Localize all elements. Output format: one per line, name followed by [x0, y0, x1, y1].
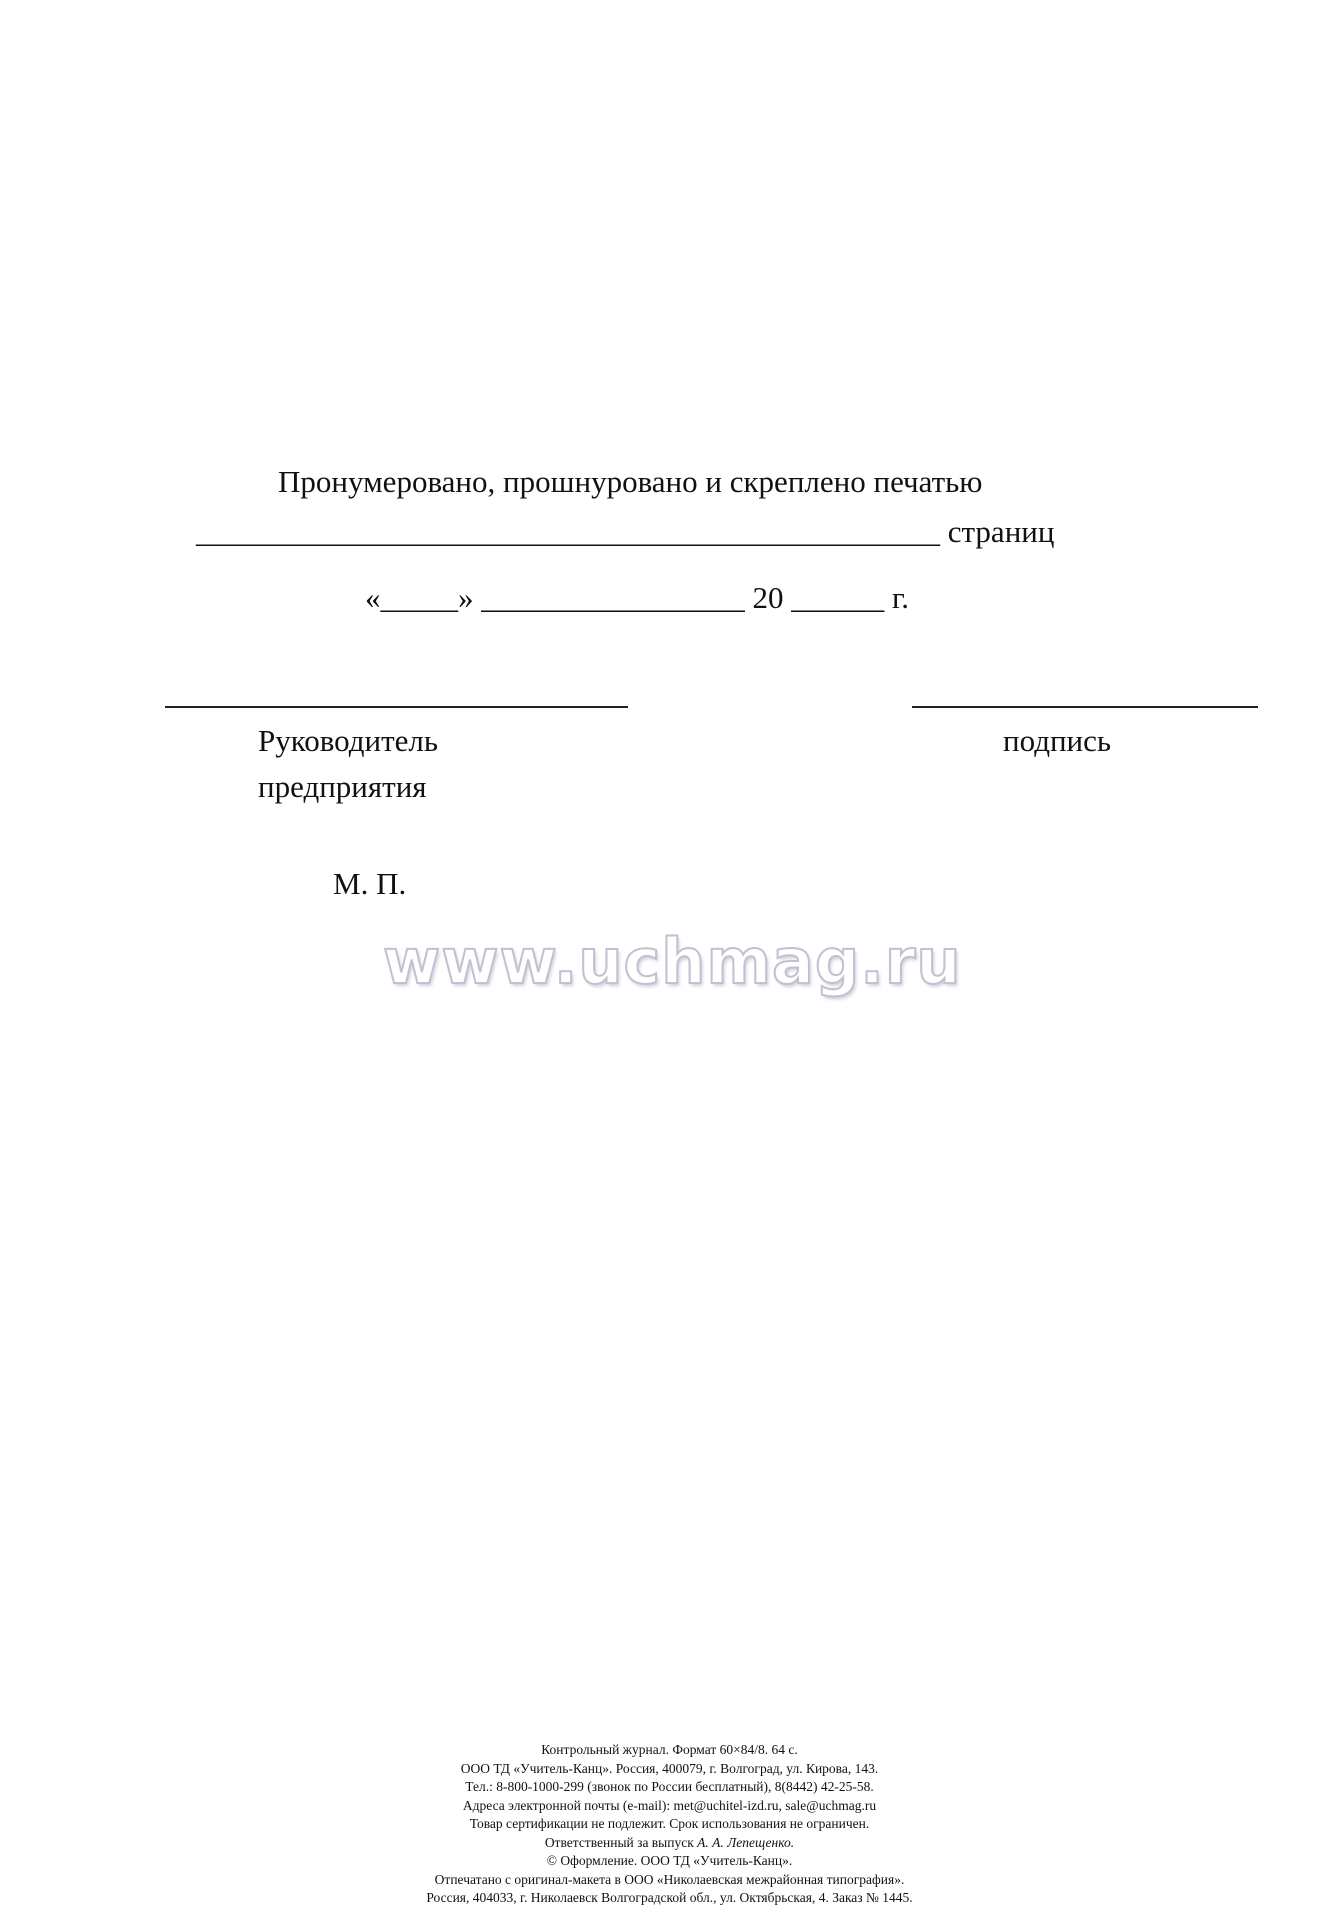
imprint-line-printed: Отпечатано с оригинал-макета в ООО «Николаевская межрайонная типография». [434, 1871, 905, 1887]
certification-title: Пронумеровано, прошнуровано и скреплено печатью [278, 464, 983, 499]
imprint-line-publisher: ООО ТД «Учитель-Канц». Россия, 400079, г. Волгоград, ул. Кирова, 143. [460, 1760, 879, 1776]
date-line: «_____» _________________ 20 ______ г. [365, 580, 909, 615]
pages-count-line: ________________________________________________ страниц [196, 514, 1055, 549]
imprint-line-certification: Товар сертификации не подлежит. Срок использования не ограничен. [469, 1816, 870, 1831]
imprint-responsible-prefix: Ответственный за выпуск [544, 1834, 698, 1850]
watermark: www.uchmag.ru [383, 925, 962, 998]
imprint-line-format: Контрольный журнал. Формат 60×84/8. 64 с. [541, 1742, 798, 1757]
head-label-line2: предприятия [258, 769, 427, 804]
imprint-line-responsible [0, 1834, 1339, 1853]
head-label-line1: Руководитель [258, 723, 439, 758]
imprint-line-phone: Тел.: 8-800-1000-299 (звонок по России бесплатный), 8(8442) 42-25-58. [465, 1779, 874, 1794]
imprint-responsible-name: А. А. Лепещенко. [697, 1834, 795, 1850]
stamp-label: М. П. [333, 866, 407, 901]
signature-line [912, 706, 1258, 708]
imprint-block [0, 1741, 1339, 1908]
imprint-line-copyright: © Оформление. ООО ТД «Учитель-Канц». [546, 1853, 793, 1868]
signature-label: подпись [1003, 723, 1112, 758]
imprint-line-address: Россия, 404033, г. Николаевск Волгоградской обл., ул. Октябрьская, 4. Заказ № 1445. [426, 1890, 913, 1905]
head-signature-line [165, 706, 628, 708]
imprint-line-email: Адреса электронной почты (e-mail): met@uchitel-izd.ru, sale@uchmag.ru [462, 1797, 877, 1813]
